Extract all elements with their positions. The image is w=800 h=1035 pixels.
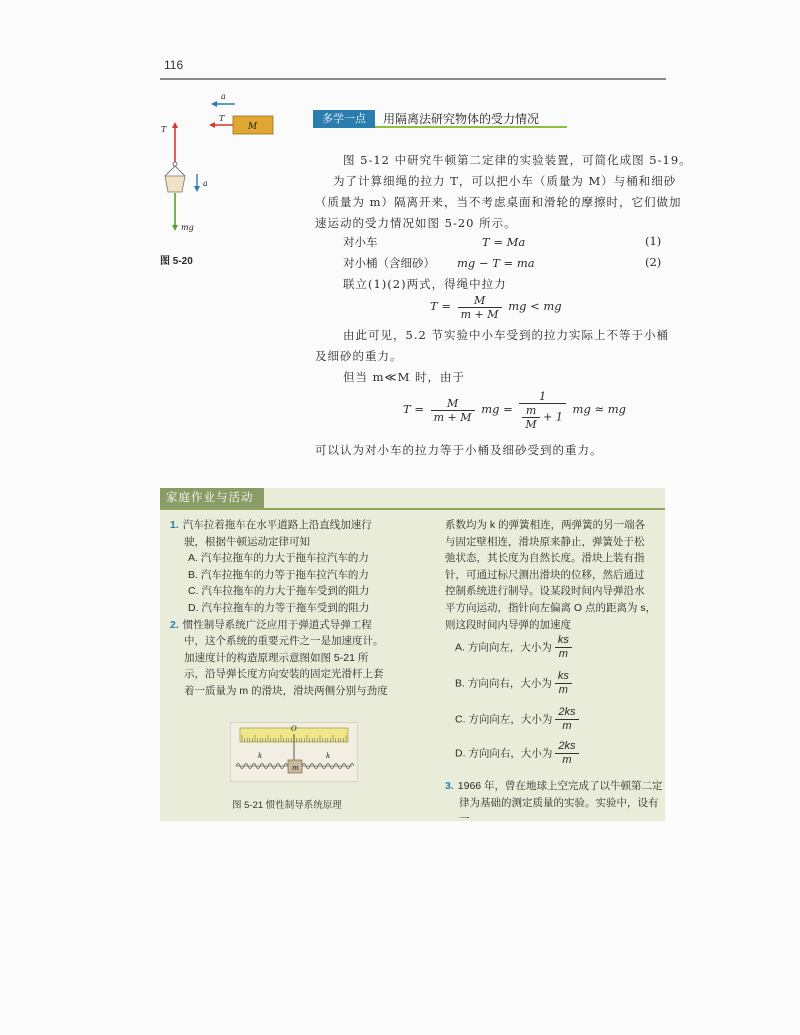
eq4-inner-den: M — [525, 417, 537, 431]
learn-para-line: （质量为 m）隔离开来，当不考虑桌面和滑轮的摩擦时，它们做加 — [315, 195, 682, 209]
eq4 — [403, 386, 626, 432]
hw-line: 示，沿导弹长度方向安装的固定光滑杆上套 — [184, 668, 384, 681]
option-1b: B. 汽车拉拖车的力等于拖车拉汽车的力 — [188, 568, 369, 581]
bucket-accel-label: a — [203, 179, 208, 188]
learn-para-line: 速运动的受力情况如图 5-20 所示。 — [315, 216, 517, 230]
hw-line — [445, 778, 665, 795]
hw-line-text: 惯性制导系统广泛应用于弹道式导弹工程 — [182, 618, 372, 631]
eq1: T = Ma — [482, 235, 526, 249]
learn-para-line: 图 5-12 中研究牛顿第二定律的实验装置，可简化成图 5-19。 — [343, 153, 692, 167]
eq4-right: mg ≈ mg — [572, 402, 627, 416]
hw-right-line: 控制系统进行制导。设某段时间内导弹沿水 — [445, 585, 645, 598]
header-rule — [160, 78, 666, 80]
learn-more-tag: 多学一点 — [313, 110, 375, 128]
page-number: 116 — [164, 58, 184, 72]
bucket-tension-label: T — [161, 125, 167, 134]
option-1d: D. 汽车拉拖车的力等于拖车受到的阻力 — [188, 601, 370, 614]
figure-5-20 — [155, 92, 275, 252]
eq2-label: 对小桶（含细砂） — [343, 256, 435, 270]
option-frac-den: m — [558, 648, 568, 660]
option-text: C. 方向向左，大小为 — [455, 713, 553, 726]
slider-label: m — [292, 764, 299, 772]
learn-more-header — [313, 110, 567, 128]
learn-more-title: 用隔离法研究物体的受力情况 — [383, 112, 540, 126]
homework-tag: 家庭作业与活动 — [160, 488, 264, 508]
learn-para2-line: 及细砂的重力。 — [315, 349, 403, 363]
eq3-left: T = — [430, 299, 451, 313]
learn-more-underline — [375, 126, 567, 128]
eq4-frac-den: m + M — [433, 410, 472, 424]
option-frac-num: ks — [555, 634, 572, 648]
hw-right-line: 针，可通过标尺测出滑块的位移，然后通过 — [445, 568, 645, 581]
eq4-fraction2 — [519, 390, 565, 431]
cart-tension-label: T — [219, 114, 225, 123]
hw-line: 律为基础的测定质量的实验。实验中，设有一 — [459, 796, 659, 826]
cart-accel-label: a — [221, 92, 226, 101]
hw-line: 加速度计的构造原理示意图如图 5-21 所 — [184, 651, 369, 664]
figure-5-21 — [230, 722, 358, 782]
hw-line: 驶，根据牛顿运动定律可知 — [184, 535, 310, 548]
figure-5-20-caption: 图 5-20 — [160, 256, 193, 267]
question-3 — [445, 778, 665, 828]
option-2b — [455, 670, 575, 697]
option-frac-den: m — [558, 684, 568, 696]
eq3-fraction — [458, 294, 502, 321]
learn-para2-line: 由此可见，5.2 节实验中小车受到的拉力实际上不等于小桶 — [343, 328, 669, 342]
eq1-label: 对小车 — [343, 235, 378, 249]
hw-right-line: 系数均为 k 的弹簧相连，两弹簧的另一端各 — [445, 519, 646, 531]
option-text: A. 方向向左，大小为 — [455, 641, 552, 654]
hw-right-line: 平方向运动，指针向左偏离 O 点的距离为 s， — [445, 601, 657, 614]
hw-right-line: 弛状态，其长度为自然长度。滑块上装有指 — [445, 552, 645, 565]
eq4-frac2-den — [519, 404, 565, 431]
conclusion-text: 可以认为对小车的拉力等于小桶及细砂受到的重力。 — [315, 443, 603, 457]
option-1c: C. 汽车拉拖车的力大于拖车受到的阻力 — [188, 585, 370, 598]
eq3-frac-den: m + M — [460, 307, 499, 321]
eq3-frac-num: M — [458, 294, 502, 308]
hw-line-text: 汽车拉着拖车在水平道路上沿直线加速行 — [182, 519, 372, 531]
combine-text: 联立(1)(2)两式，得绳中拉力 — [343, 277, 507, 291]
learn-para-line: 为了计算细绳的拉力 T，可以把小车（质量为 M）与桶和细砂 — [333, 174, 677, 188]
question-number: 3. — [445, 780, 454, 792]
option-text: B. 方向向右，大小为 — [455, 677, 552, 690]
eq4-plus-one: + 1 — [543, 410, 563, 423]
figure-5-21-caption: 图 5-21 惯性制导系统原理 — [232, 800, 342, 811]
option-frac-num: 2ks — [555, 740, 578, 754]
eq4-frac2-num: 1 — [519, 390, 565, 404]
question-number: 1. — [170, 519, 179, 531]
hw-line — [170, 617, 420, 634]
option-2d — [455, 740, 582, 767]
eq4-left: T = — [403, 402, 424, 416]
eq3-right: mg < mg — [508, 299, 562, 313]
homework-header — [160, 488, 665, 510]
option-fraction — [555, 670, 572, 697]
option-2a — [455, 634, 575, 661]
option-fraction — [555, 740, 578, 767]
hw-right-line: 则这段时间内导弹的加速度 — [445, 618, 571, 631]
hw-line: 着一质量为 m 的滑块，滑块两侧分别与劲度 — [184, 684, 388, 697]
option-frac-den: m — [562, 754, 572, 766]
hw-line: 中，这个系统的重要元件之一是加速度计。 — [184, 635, 384, 648]
condition-text: 但当 m≪M 时，由于 — [343, 370, 466, 384]
option-fraction — [555, 706, 578, 733]
hw-line — [170, 517, 420, 534]
bucket — [165, 176, 185, 192]
option-fraction — [555, 634, 572, 661]
option-1a: A. 汽车拉拖车的力大于拖车拉汽车的力 — [188, 552, 369, 565]
option-frac-num: 2ks — [555, 706, 578, 720]
homework-left-column — [170, 517, 420, 700]
eq4-inner-num: m — [522, 404, 539, 418]
option-text: D. 方向向右，大小为 — [455, 747, 553, 760]
gravity-label: mg — [181, 223, 194, 232]
right-spring-label: k — [326, 752, 331, 760]
eq3 — [430, 291, 562, 321]
eq2: mg − T = ma — [457, 256, 535, 270]
homework-right-column — [445, 517, 665, 633]
option-2c — [455, 706, 582, 733]
eq4-frac-num: M — [431, 397, 475, 411]
eq4-fraction — [431, 397, 475, 424]
hw-right-line: 与固定壁相连，滑块原来静止，弹簧处于松 — [445, 535, 645, 548]
option-frac-den: m — [562, 720, 572, 732]
option-frac-num: ks — [555, 670, 572, 684]
hw-line-text: 1966 年，曾在地球上空完成了以牛顿第二定 — [457, 780, 663, 792]
eq4-mid: mg = — [481, 402, 513, 416]
question-number: 2. — [170, 618, 179, 631]
cart-label: M — [248, 122, 258, 132]
scale-zero-label: O — [291, 725, 297, 733]
eq1-number: (1) — [645, 234, 662, 248]
eq4-inner-fraction — [522, 404, 539, 431]
left-spring-label: k — [258, 752, 263, 760]
eq2-number: (2) — [645, 255, 662, 269]
